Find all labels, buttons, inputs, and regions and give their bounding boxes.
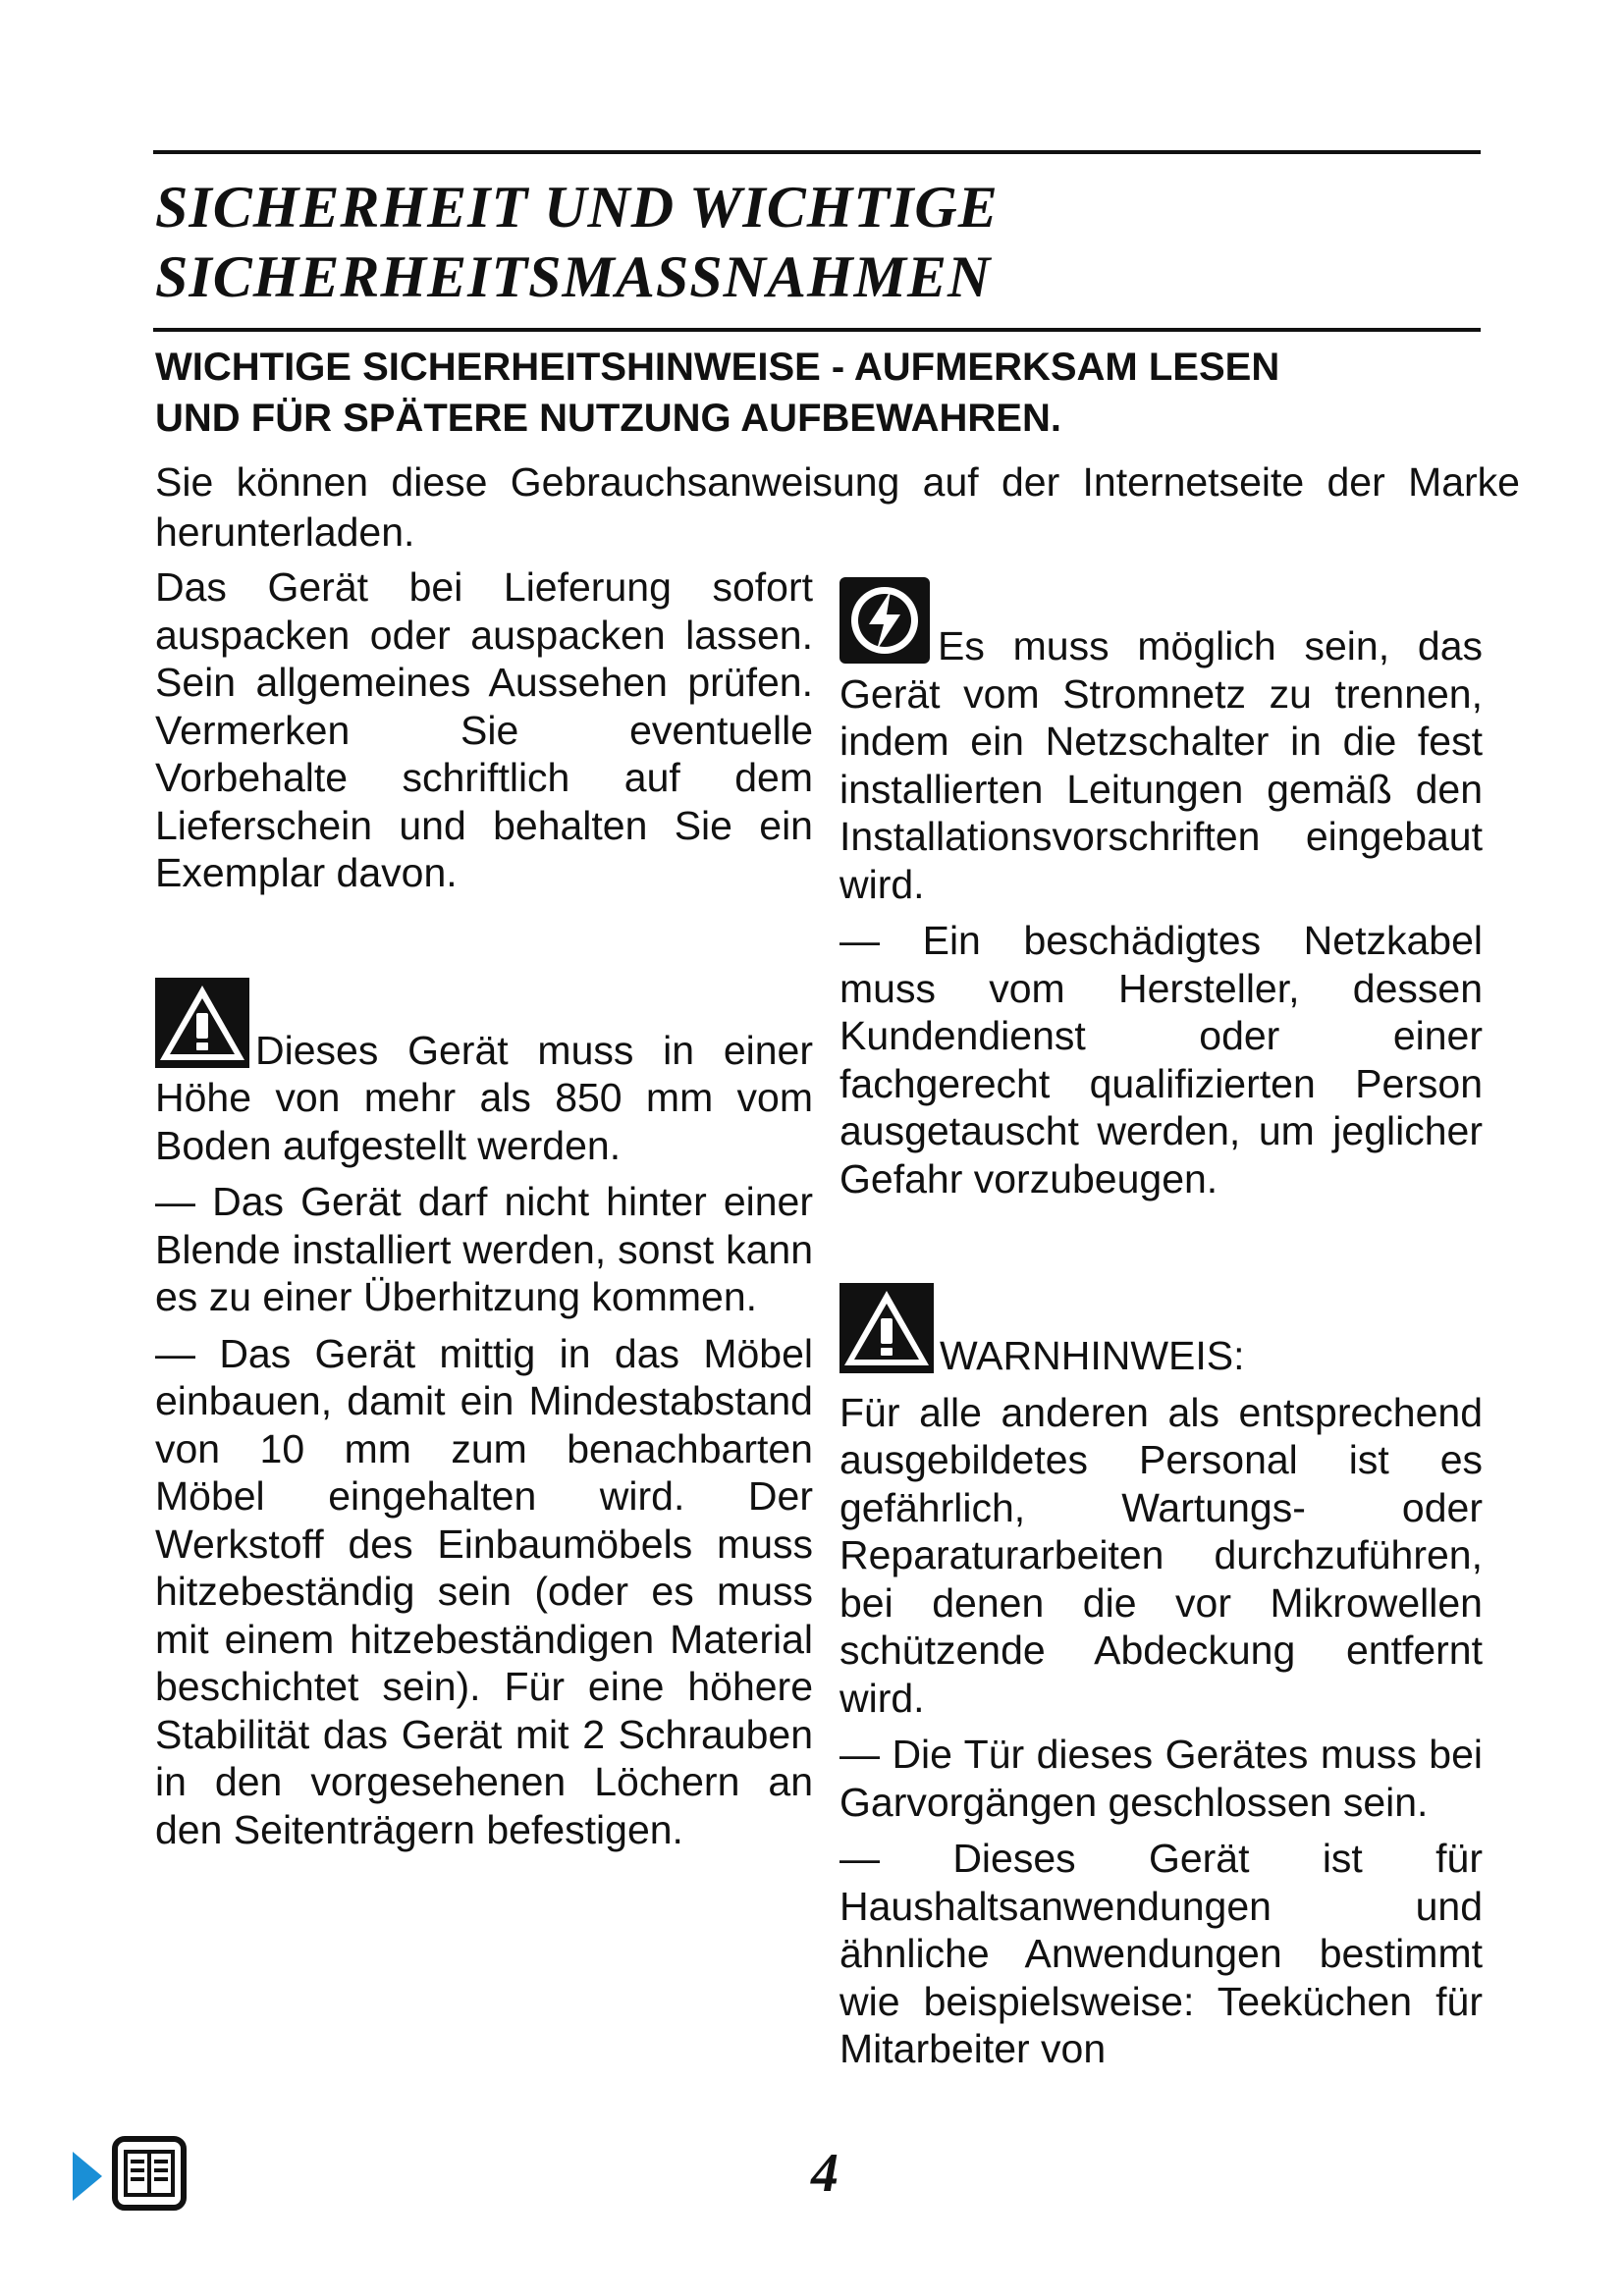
installation-paragraph: — Das Gerät mittig in das Möbel einbauen, damit ein Mindestabstand von 10 mm zum benachbarten Möbel eingehalten wird. Der Werkstoff des Einbaumöbels muss hitzebeständig sein (oder es muss mit einem hitzebeständigen Material beschichtet sein). Für eine höhere Stabilität das Gerät mit 2 Schrauben in den vorgesehenen Löchern an den Seitenträgern befestigen. (155, 1330, 813, 1852)
warning-text-paragraph: Für alle anderen als entsprechend ausgebildetes Personal ist es gefährlich, Wartungs- oder Reparaturarbeiten durchzuführen, bei denen die vor Mikrowellen schützende Abdeckung entfernt wird. (839, 1389, 1483, 1721)
height-warning-text: Dieses Gerät muss in einer Höhe von mehr als 850 mm vom Boden aufgestellt werden. (155, 1027, 813, 1168)
panel-paragraph: — Das Gerät darf nicht hinter einer Blende installiert werden, sonst kann es zu einer Überhitzung kommen. (155, 1179, 813, 1319)
title-line-1: SICHERHEIT UND WICHTIGE (155, 175, 999, 240)
door-paragraph: — Die Tür dieses Gerätes muss bei Garvorgängen geschlossen sein. (839, 1732, 1483, 1825)
warning-label: WARNHINWEIS: (940, 1333, 1245, 1378)
subtitle-line-1: WICHTIGE SICHERHEITSHINWEISE - AUFMERKSAM LESEN (155, 346, 1280, 389)
contents-book-icon[interactable] (112, 2136, 187, 2211)
important-notice-heading (155, 342, 1487, 444)
page-title (155, 173, 1481, 312)
title-line-2: SICHERHEITSMASSNAHMEN (155, 244, 992, 309)
play-arrow-icon[interactable] (71, 2150, 104, 2203)
disconnect-text: Es muss möglich sein, das Gerät vom Stromnetz zu trennen, indem ein Netzschalter in die fest installierten Leitungen gemäß den Installationsvorschriften eingebaut wird. (839, 623, 1483, 907)
subtitle-line-2: UND FÜR SPÄTERE NUTZUNG AUFBEWAHREN. (155, 397, 1061, 440)
warning-triangle-icon (839, 1283, 934, 1373)
household-paragraph: — Dieses Gerät ist für Haushaltsanwendungen und ähnliche Anwendungen bestimmt wie beispielsweise: Teeküchen für Mitarbeiter von (839, 1836, 1483, 2071)
top-rule (153, 150, 1481, 154)
warning-label-paragraph (839, 1283, 1483, 1380)
right-column (839, 577, 1483, 2073)
cable-paragraph: — Ein beschädigtes Netzkabel muss vom Hersteller, dessen Kundendienst oder einer fachgerecht qualifizierten Person ausgetauscht werden, um jeglicher Gefahr vorzubeugen. (839, 918, 1483, 1201)
left-column (155, 563, 813, 1853)
delivery-paragraph: Das Gerät bei Lieferung sofort auspacken oder auspacken lassen. Sein allgemeines Aussehen prüfen. Vermerken Sie eventuelle Vorbehalte schriftlich auf dem Lieferschein und behalten Sie ein Exemplar davon. (155, 564, 813, 895)
electric-hazard-icon (839, 577, 930, 664)
warning-triangle-icon (155, 978, 249, 1068)
intro-paragraph: Sie können diese Gebrauchsanweisung auf der Internetseite der Marke herunterladen. (155, 459, 1520, 555)
page-number: 4 (811, 2143, 839, 2204)
disconnect-paragraph (839, 577, 1483, 908)
title-rule (153, 328, 1481, 332)
height-warning-paragraph (155, 978, 813, 1170)
